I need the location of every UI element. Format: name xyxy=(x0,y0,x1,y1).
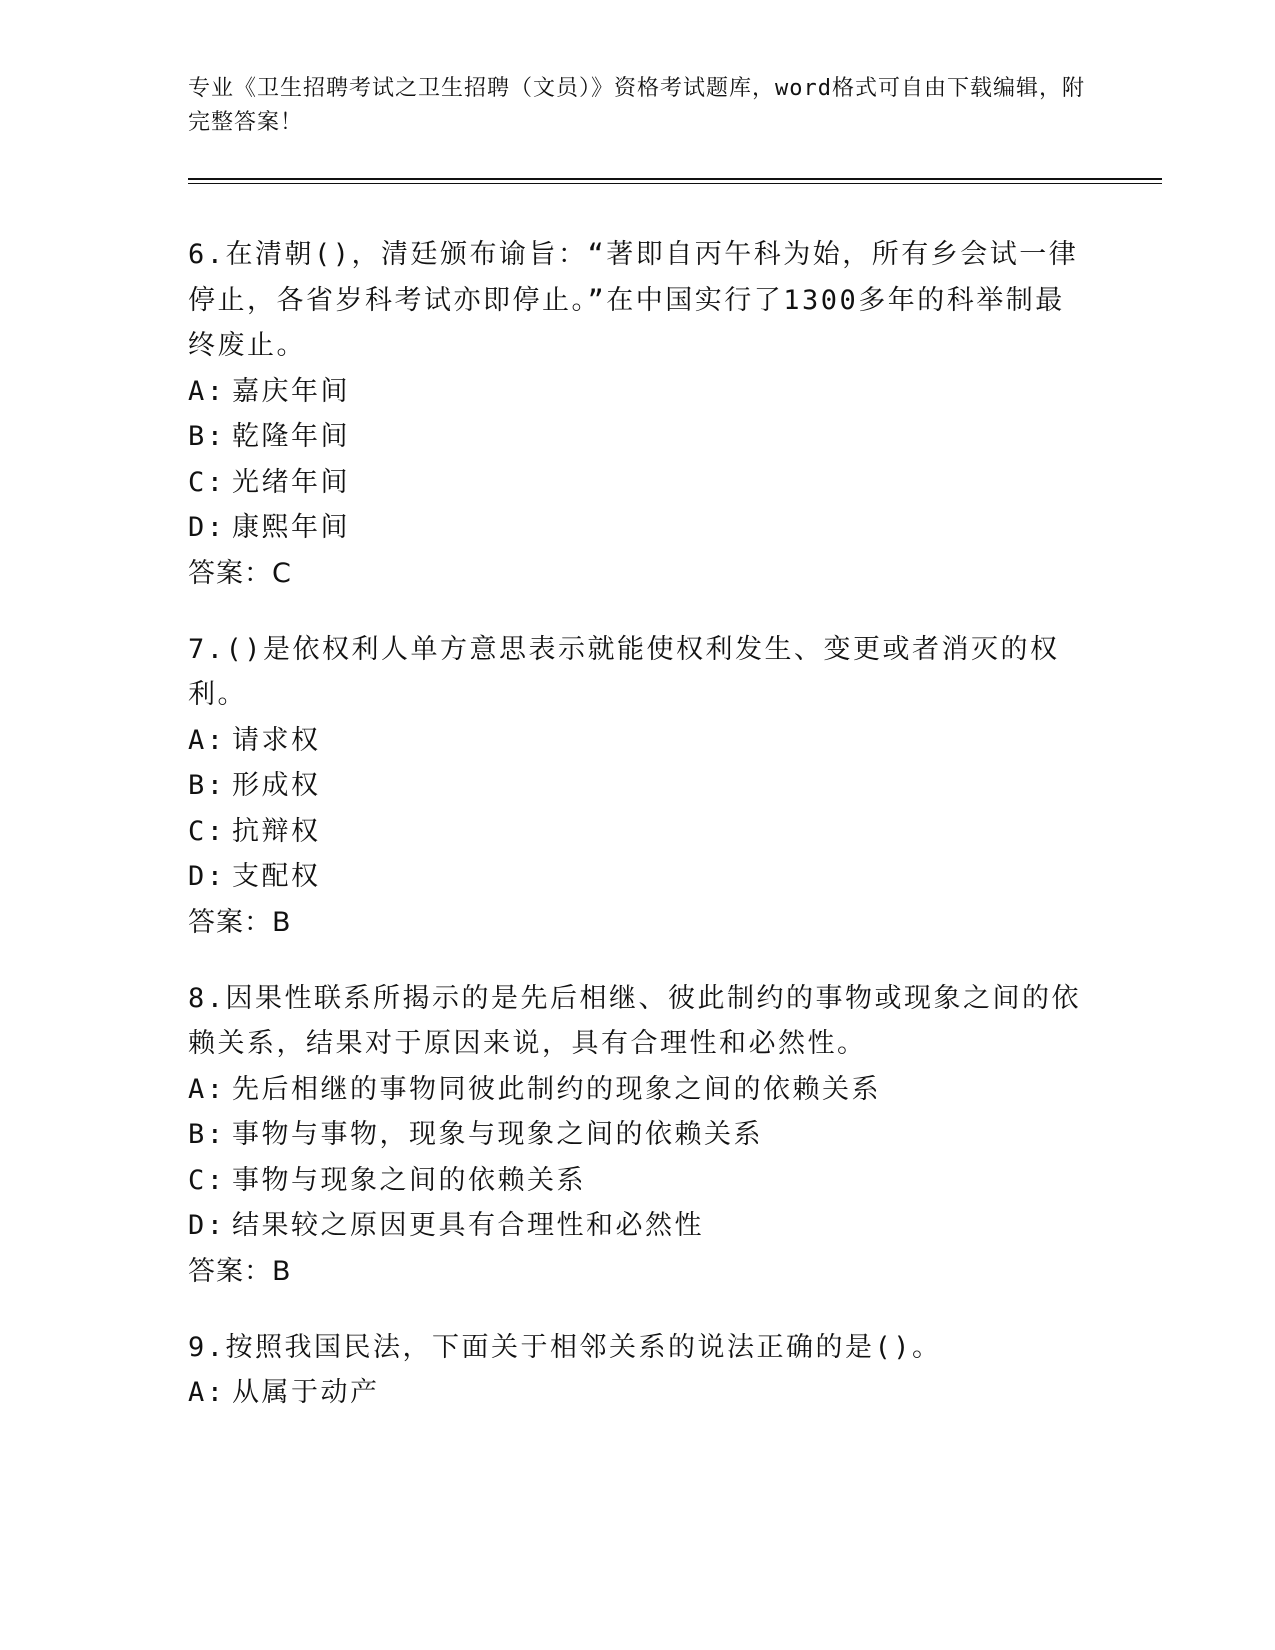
option-label: A: xyxy=(188,375,226,407)
option-d xyxy=(188,505,1088,551)
option-label: C: xyxy=(188,466,226,498)
option-c xyxy=(188,460,1088,506)
option-label: B: xyxy=(188,770,226,801)
question-number: 7. xyxy=(188,633,226,665)
question-text xyxy=(188,627,1068,718)
question-body: 在清朝()，清廷颁布谕旨：“著即自丙午科为始，所有乡会试一律停止，各省岁科考试亦即停止。”在中国实行了1300多年的科举制最终废止。 xyxy=(188,239,1079,361)
option-text: 嘉庆年间 xyxy=(232,375,350,407)
option-text: 请求权 xyxy=(232,724,321,756)
option-a xyxy=(188,369,1088,415)
question-text xyxy=(188,976,1088,1067)
option-text: 光绪年间 xyxy=(232,466,350,498)
option-label: D: xyxy=(188,512,226,543)
question-7 xyxy=(188,627,1088,946)
option-text: 事物与事物，现象与现象之间的依赖关系 xyxy=(232,1119,763,1150)
option-label: C: xyxy=(188,1164,226,1196)
option-text: 结果较之原因更具有合理性和必然性 xyxy=(232,1210,704,1241)
question-number: 6. xyxy=(188,239,226,270)
option-label: B: xyxy=(188,1119,226,1150)
option-b xyxy=(188,1112,1088,1158)
document-header: 专业《卫生招聘考试之卫生招聘（文员）》资格考试题库，word格式可自由下载编辑，附完整答案！ xyxy=(188,76,1085,135)
option-a xyxy=(188,1067,1088,1113)
answer-line: 答案：B xyxy=(188,906,292,938)
option-text: 抗辩权 xyxy=(232,815,321,847)
question-6 xyxy=(188,232,1088,597)
header-rule-thick xyxy=(188,178,1162,180)
question-text xyxy=(188,232,1088,369)
option-text: 支配权 xyxy=(232,861,321,892)
question-number: 9. xyxy=(188,1331,226,1363)
answer-line: 答案：C xyxy=(188,557,292,589)
question-body: 按照我国民法，下面关于相邻关系的说法正确的是()。 xyxy=(225,1331,942,1363)
answer-line: 答案：B xyxy=(188,1255,292,1287)
option-label: B: xyxy=(188,421,226,452)
option-d xyxy=(188,1203,1088,1249)
option-text: 乾隆年间 xyxy=(232,421,350,452)
option-b xyxy=(188,763,1088,809)
question-9 xyxy=(188,1325,1088,1416)
option-c xyxy=(188,1158,1088,1204)
question-list xyxy=(188,232,1088,1446)
question-8 xyxy=(188,976,1088,1295)
option-text: 事物与现象之间的依赖关系 xyxy=(232,1164,586,1196)
option-b xyxy=(188,414,1088,460)
option-text: 形成权 xyxy=(232,770,321,801)
option-label: C: xyxy=(188,815,226,847)
question-body: ()是依权利人单方意思表示就能使权利发生、变更或者消灭的权利。 xyxy=(188,633,1060,710)
question-number: 8. xyxy=(188,982,226,1014)
option-c xyxy=(188,809,1088,855)
option-label: A: xyxy=(188,724,226,756)
question-body: 因果性联系所揭示的是先后相继、彼此制约的事物或现象之间的依赖关系，结果对于原因来说，具有合理性和必然性。 xyxy=(188,982,1082,1059)
option-text: 康熙年间 xyxy=(232,512,350,543)
option-label: D: xyxy=(188,1210,226,1241)
option-label: A: xyxy=(188,1073,226,1105)
option-a xyxy=(188,718,1088,764)
option-a xyxy=(188,1370,1088,1416)
option-text: 先后相继的事物同彼此制约的现象之间的依赖关系 xyxy=(232,1073,881,1105)
option-text: 从属于动产 xyxy=(232,1377,380,1408)
option-label: D: xyxy=(188,861,226,892)
option-d xyxy=(188,854,1088,900)
question-text xyxy=(188,1325,1088,1371)
option-label: A: xyxy=(188,1377,226,1408)
header-rule-thin xyxy=(188,183,1162,184)
